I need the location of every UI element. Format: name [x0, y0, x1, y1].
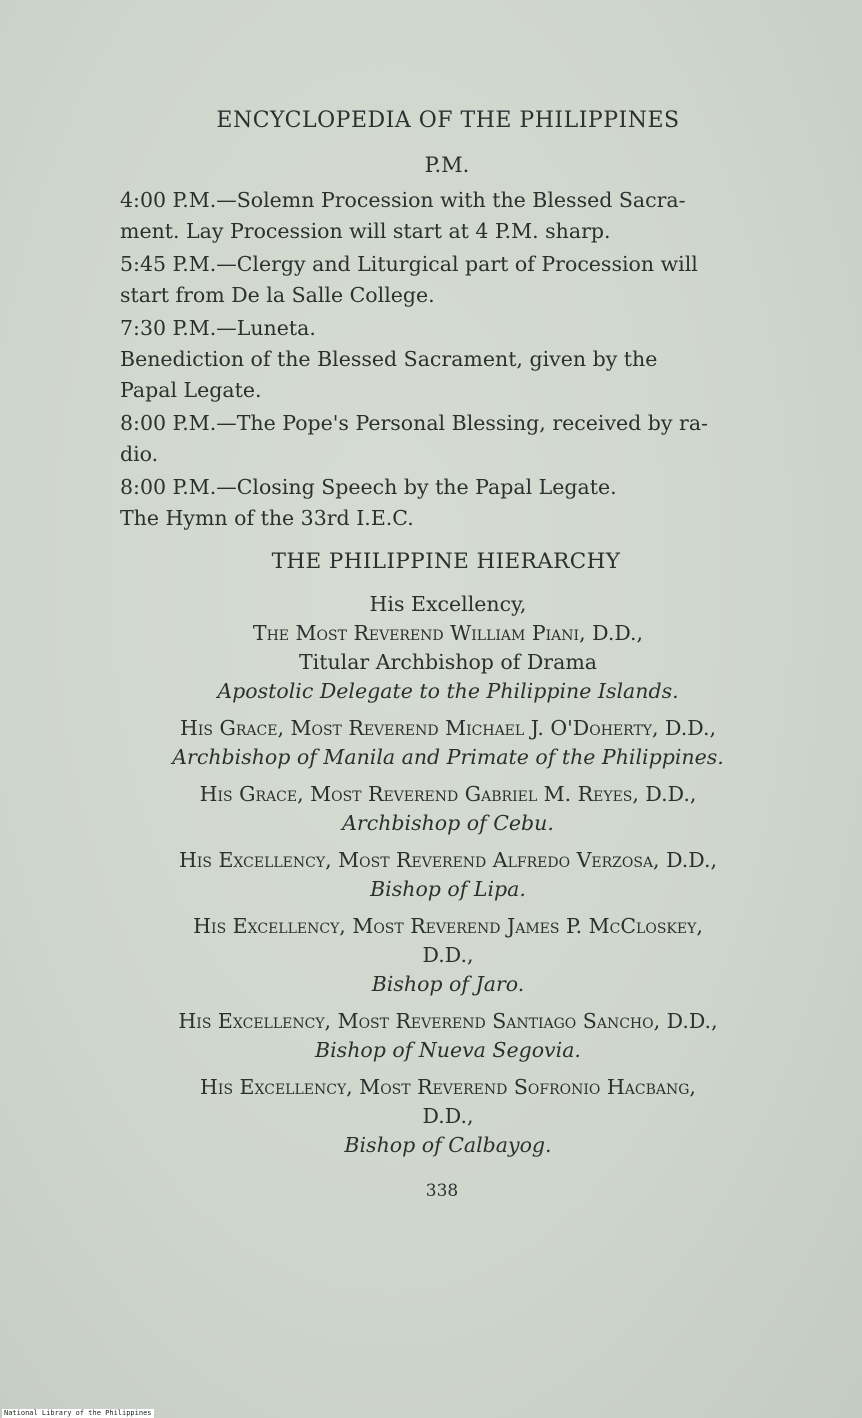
prelate-see: Archbishop of Cebu. — [342, 811, 554, 835]
hierarchy-heading: THE PHILIPPINE HIERARCHY — [271, 549, 621, 574]
evening-schedule — [120, 185, 776, 536]
running-head: ENCYCLOPEDIA OF THE PHILIPPINES — [216, 108, 680, 133]
prelate-see: Bishop of Jaro. — [371, 972, 525, 996]
delegate-name: The Most Reverend William Piani, D.D., — [252, 621, 644, 645]
prelate-degree: D.D., — [422, 943, 474, 967]
prelate-see: Bishop of Calbayog. — [344, 1133, 552, 1157]
schedule-line: 7:30 P.M.—Luneta. — [120, 316, 316, 340]
page-number: 338 — [425, 1181, 459, 1201]
schedule-entry — [120, 313, 776, 406]
prelate-see: Bishop of Nueva Segovia. — [315, 1038, 581, 1062]
schedule-line: Papal Legate. — [120, 378, 262, 402]
schedule-line: 8:00 P.M.—Closing Speech by the Papal Legate. — [120, 475, 617, 499]
prelate-name: His Excellency, Most Reverend James P. McCloskey, — [193, 914, 703, 938]
prelate-see: Bishop of Lipa. — [370, 877, 526, 901]
schedule-entry — [120, 249, 776, 311]
prelate-name: His Excellency, Most Reverend Sofronio Hacbang, — [200, 1075, 696, 1099]
prelate-name: His Excellency, Most Reverend Alfredo Verzosa, D.D., — [178, 848, 718, 872]
schedule-line: start from De la Salle College. — [120, 283, 435, 307]
schedule-line: 8:00 P.M.—The Pope's Personal Blessing, received by ra- — [120, 411, 708, 435]
titular-see: Titular Archbishop of Drama — [298, 650, 597, 674]
prelate-name: His Grace, Most Reverend Gabriel M. Reyes, D.D., — [199, 782, 697, 806]
schedule-line: Benediction of the Blessed Sacrament, given by the — [120, 347, 658, 371]
prelate-name: His Excellency, Most Reverend Santiago Sancho, D.D., — [178, 1009, 718, 1033]
prelate-entry — [118, 912, 778, 999]
apostolic-delegate — [118, 590, 778, 706]
honorific: His Excellency, — [369, 592, 527, 616]
schedule-entry — [120, 472, 776, 534]
schedule-line: 4:00 P.M.—Solemn Procession with the Blessed Sacra- — [120, 188, 686, 212]
prelate-entry — [118, 1007, 778, 1065]
scan-credit: National Library of the Philippines — [4, 1409, 152, 1417]
prelate-name: His Grace, Most Reverend Michael J. O'Doherty, D.D., — [179, 716, 717, 740]
schedule-entry — [120, 408, 776, 470]
pm-heading: P.M. — [424, 153, 470, 177]
prelate-entry — [118, 1073, 778, 1160]
prelate-entry — [118, 780, 778, 838]
schedule-entry — [120, 185, 776, 247]
schedule-line: dio. — [120, 442, 159, 466]
schedule-line: 5:45 P.M.—Clergy and Liturgical part of Procession will — [120, 252, 698, 276]
delegate-office: Apostolic Delegate to the Philippine Islands. — [217, 679, 679, 703]
prelate-entry — [118, 846, 778, 904]
schedule-line: ment. Lay Procession will start at 4 P.M. sharp. — [120, 219, 611, 243]
schedule-line: The Hymn of the 33rd I.E.C. — [120, 506, 414, 530]
prelate-see: Archbishop of Manila and Primate of the Philippines. — [172, 745, 724, 769]
hierarchy-list — [118, 590, 778, 1168]
prelate-degree: D.D., — [422, 1104, 474, 1128]
prelate-entry — [118, 714, 778, 772]
